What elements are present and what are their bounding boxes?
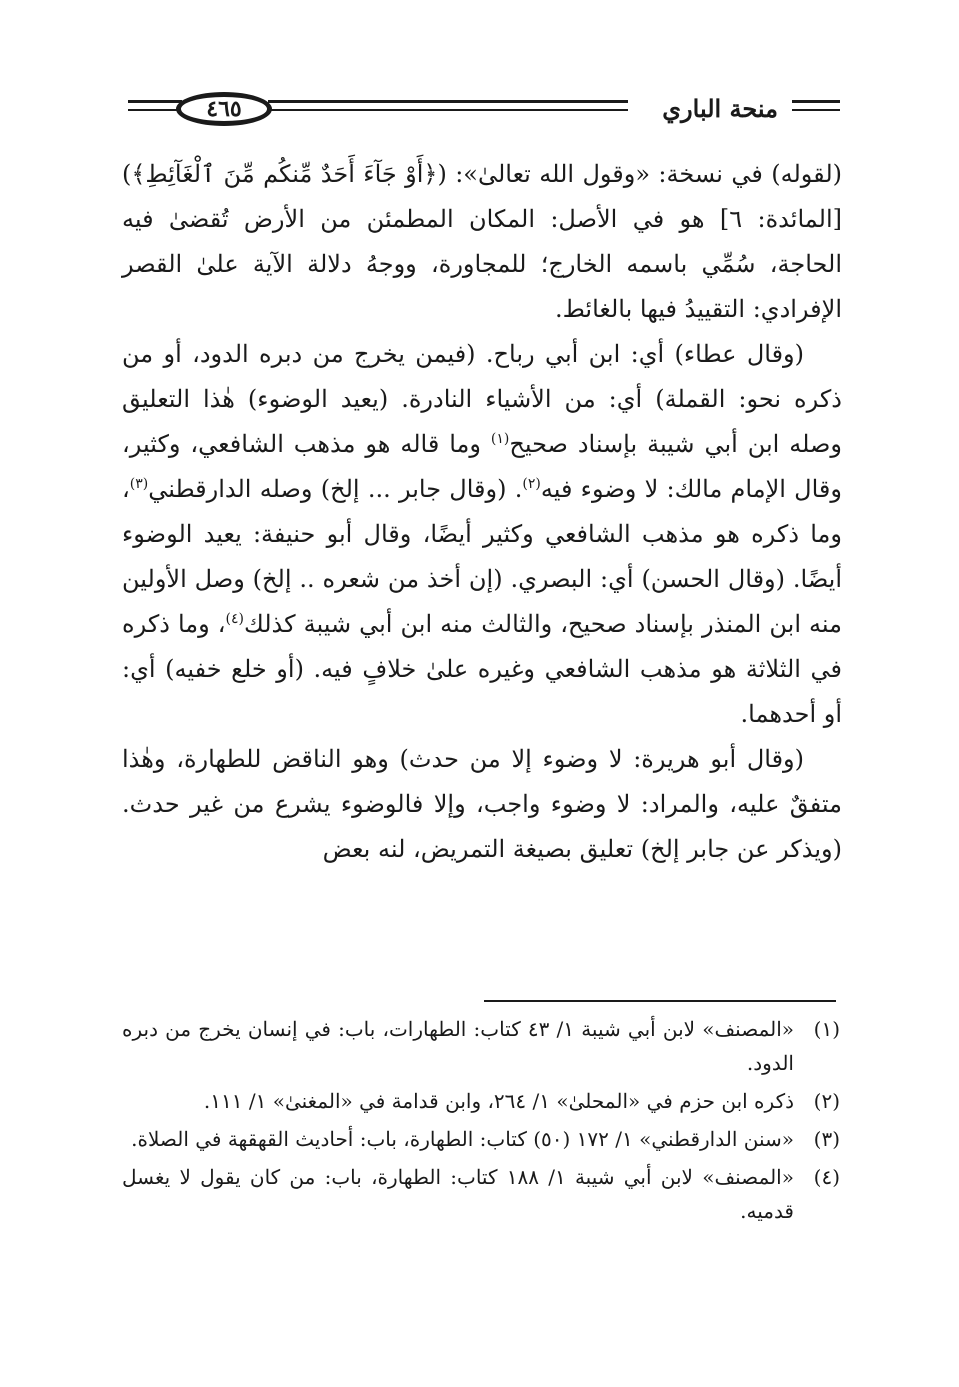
paragraph-text: ، وما ذكره هو مذهب الشافعي وكثير أيضًا، وقال أبو حنيفة: يعيد الوضوء أيضًا. (وقال الحسن) أي: البصري. (إن أخذ من شعره .. إلخ) وصل الأولين منه ابن المنذر بإسناد صحيح، والثالث منه ابن أبي شيبة كذلك: [122, 475, 842, 638]
footnote-number: (١): [813, 1017, 840, 1041]
header-rule-right: [792, 100, 840, 103]
footnote: [122, 1084, 840, 1118]
running-title: منحة الباري: [662, 94, 778, 123]
footnote-ref[interactable]: (١): [490, 431, 510, 447]
footnotes: [122, 1012, 840, 1232]
paragraph-text: (وقال أبو هريرة: لا وضوء إلا من حدث) وهو الناقض للطهارة، وهٰذا متفقٌ عليه، والمراد: لا وضوء واجب، وإلا فالوضوء يشرع من غير حدث. (ويذكر عن جابر إلخ) تعليق بصيغة التمريض، لنه بعض: [122, 745, 842, 863]
footnote-ref[interactable]: (٢): [522, 476, 541, 492]
header-rule-left: [128, 100, 182, 103]
paragraph-text: (لقوله) في نسخة: «وقول الله تعالىٰ»: (﴿أَوْ جَآءَ أَحَدٌ مِّنكُم مِّنَ ٱلْغَآئِطِ﴾) [المائدة: ٦] هو في الأصل: المكان المطمئن من الأرض تُقضىٰ فيه الحاجة، سُمِّي باسمه الخارج؛ للمجاورة، ووجهُ دلالة الآية علىٰ القصر الإفرادي: التقييدُ فيها بالغائط.: [122, 160, 842, 323]
footnote: [122, 1012, 840, 1080]
main-text: [122, 152, 842, 872]
header-rule-center: [268, 109, 628, 111]
footnote-text: «المصنف» لابن أبي شيبة ١/ ١٨٨ كتاب: الطهارة، باب: من كان يقول لا يغسل قدميه.: [122, 1165, 794, 1223]
footnote-ref[interactable]: (٣): [129, 476, 149, 492]
footnote: [122, 1122, 840, 1156]
paragraph: [122, 152, 842, 332]
footnote-text: «سنن الدارقطني» ١/ ١٧٢ (٥٠) كتاب: الطهارة، باب: أحاديث القهقهة في الصلاة.: [131, 1127, 794, 1151]
footnote-number: (٤): [813, 1165, 840, 1189]
footnote-number: (٢): [813, 1089, 840, 1113]
footnote-number: (٣): [813, 1127, 840, 1151]
paragraph-text: . (وقال جابر ... إلخ) وصله الدارقطني: [148, 475, 523, 503]
header-rule-left: [128, 109, 182, 111]
footnote-ref[interactable]: (٤): [225, 611, 244, 627]
page-number: ٤٦٥: [176, 92, 272, 126]
footnote-text: ذكره ابن حزم في «المحلىٰ» ١/ ٢٦٤، وابن قدامة في «المغنىٰ» ١/ ١١١.: [203, 1089, 794, 1113]
paragraph: [122, 332, 842, 737]
footnote-separator: [484, 1000, 836, 1002]
paragraph-text: (وقال عطاء) أي: ابن أبي رباح. (فيمن يخرج من دبره الدود، أو من ذكره نحو: القملة) أي: من الأشياء النادرة. (يعيد الوضوء) هٰذا التعليق وصله ابن أبي شيبة بإسناد صحيح: [122, 340, 842, 458]
header-rule-center: [268, 100, 628, 103]
paragraph-text: ، وما ذكره في الثلاثة هو مذهب الشافعي وغيره علىٰ خلافٍ فيه. (أو خلع خفيه) أي: أو أحدهما.: [122, 610, 842, 728]
paragraph-text: وما قاله هو مذهب الشافعي، وكثير، وقال الإمام مالك: لا وضوء فيه: [122, 430, 842, 503]
footnote: [122, 1160, 840, 1228]
header-rule-right: [792, 109, 840, 111]
page-header: [128, 82, 840, 136]
footnote-text: «المصنف» لابن أبي شيبة ١/ ٤٣ كتاب: الطهارات، باب: في إنسان يخرج من دبره الدود.: [122, 1017, 794, 1075]
paragraph: [122, 737, 842, 872]
